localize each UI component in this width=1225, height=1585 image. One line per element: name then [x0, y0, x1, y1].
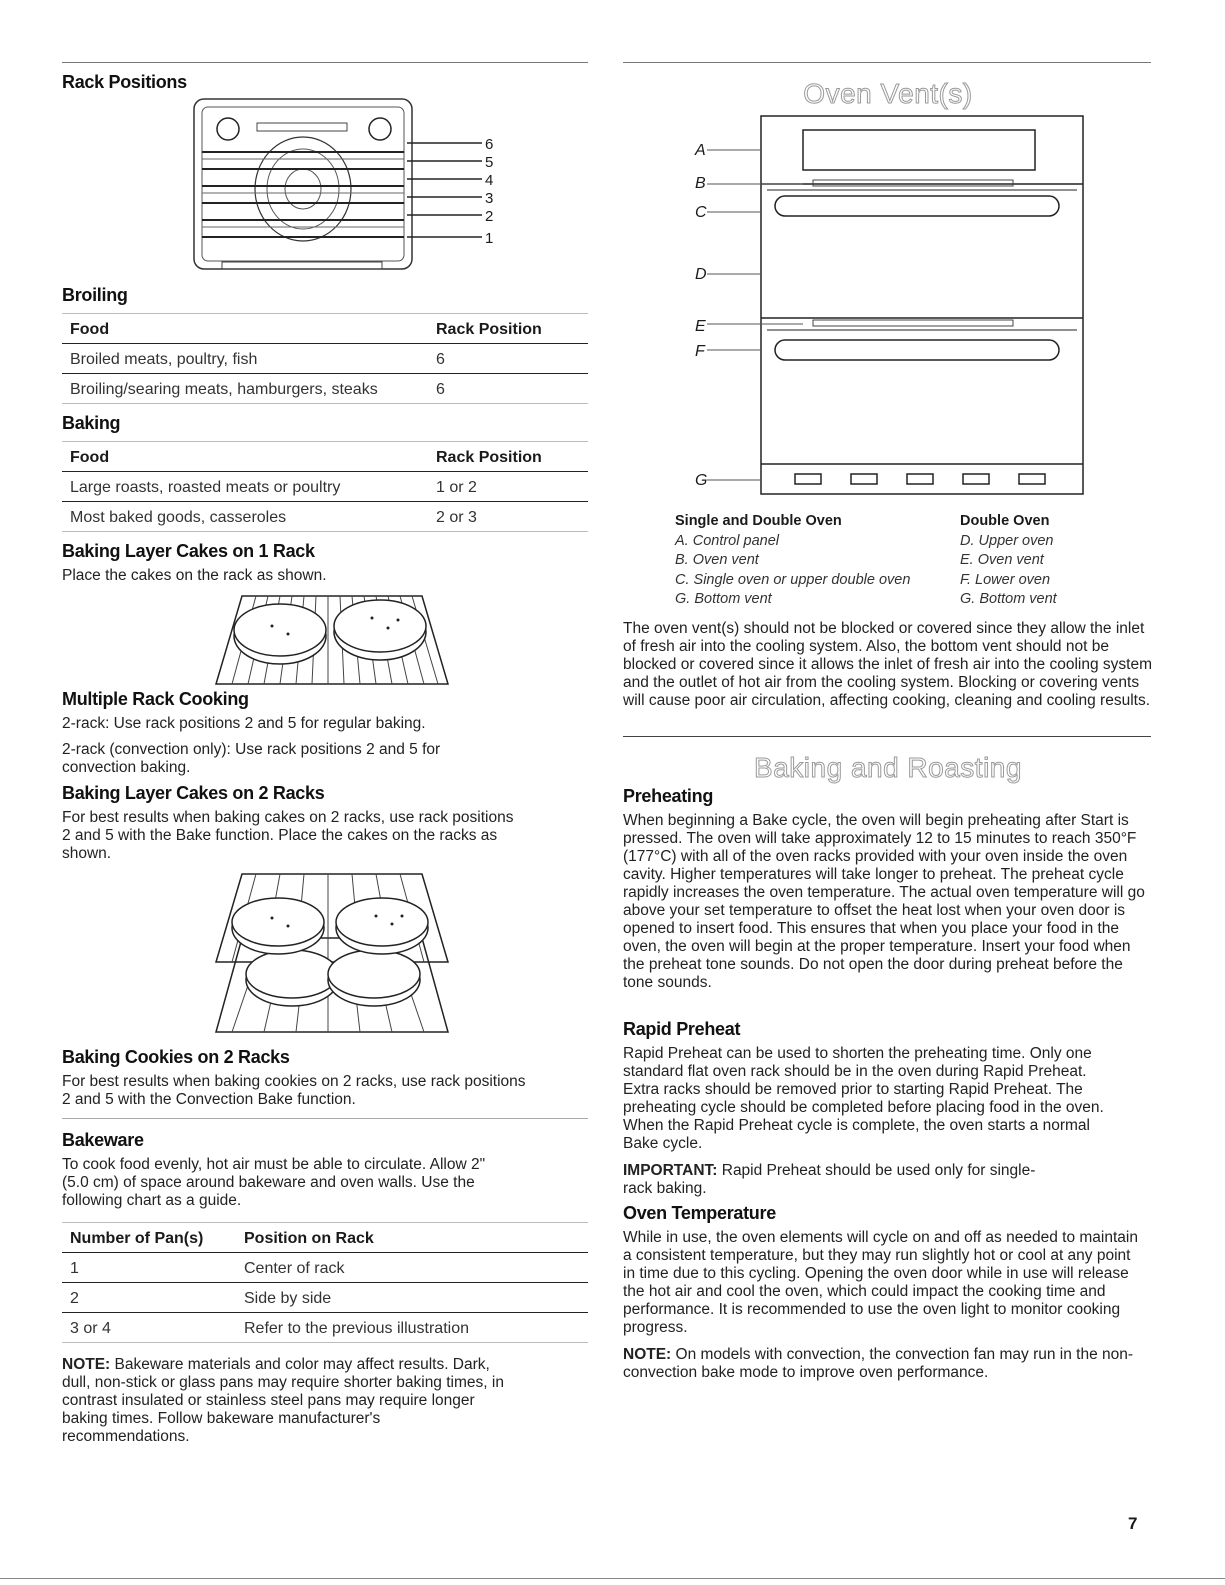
bottom-edge-rule — [0, 1578, 1225, 1579]
layer-cakes-1-text: Place the cakes on the rack as shown. — [62, 567, 327, 584]
oven-temperature-text: While in use, the oven elements will cycle on and off as needed to maintain a consistent temperature, but they may run slightly hot or cool at any point in time due to this cycling. Opening the oven door while in use will release the hot air and cool the oven, which could impact the cooking time and performance. It is recommended to use the oven light to monitor cooking progress. — [623, 1229, 1138, 1336]
diagram-label-e: E — [695, 318, 706, 335]
legend-item: G. Bottom vent — [675, 591, 772, 607]
oven-vents-diagram — [683, 112, 1093, 498]
table-cell: Broiled meats, poultry, fish — [62, 344, 428, 374]
table-cell: 2 — [62, 1283, 236, 1313]
table-row — [62, 502, 588, 532]
rack-number-label: 6 — [485, 136, 494, 153]
broiling-heading: Broiling — [62, 285, 128, 305]
table-cell: 1 — [62, 1253, 236, 1283]
divider — [623, 736, 1151, 737]
column-header: Rack Position — [428, 442, 588, 472]
table-cell: 2 or 3 — [428, 502, 588, 532]
table-cell: Broiling/searing meats, hamburgers, steaks — [62, 374, 428, 404]
legend-item: D. Upper oven — [960, 532, 1054, 549]
note-label: NOTE: — [623, 1346, 672, 1363]
baking-heading: Baking — [62, 413, 121, 433]
rack-number-label: 2 — [485, 208, 494, 225]
top-rule-left — [62, 62, 588, 63]
top-rule-right — [623, 62, 1151, 63]
baking-roasting-section-title: Baking and Roasting — [754, 752, 1022, 783]
column-header: Food — [62, 442, 428, 472]
rack-number-label: 1 — [485, 230, 494, 247]
bakeware-table — [62, 1222, 588, 1343]
important-text: Rapid Preheat should be used only for single-rack baking. — [623, 1162, 1036, 1197]
layer-cakes-2-text: For best results when baking cakes on 2 racks, use rack positions 2 and 5 with the Bake function. Place the cakes on the racks as shown. — [62, 809, 514, 862]
legend-title: Double Oven — [960, 513, 1050, 529]
important-note — [623, 1162, 1043, 1198]
table-header-row — [62, 442, 588, 472]
diagram-label-g: G — [695, 472, 708, 489]
table-cell: Center of rack — [236, 1253, 588, 1283]
table-row — [62, 1313, 588, 1343]
broiling-table — [62, 313, 588, 404]
page-number: 7 — [1128, 1514, 1138, 1533]
rack-number-label: 4 — [485, 172, 494, 189]
rack-number-labels — [485, 136, 493, 248]
bakeware-note — [62, 1356, 512, 1446]
cookies-2-text: For best results when baking cookies on 2 racks, use rack positions 2 and 5 with the Convection Bake function. — [62, 1073, 526, 1108]
table-row — [62, 1283, 588, 1313]
bakeware-heading: Bakeware — [62, 1130, 144, 1150]
oven-temperature-heading: Oven Temperature — [623, 1203, 776, 1223]
column-header: Rack Position — [428, 314, 588, 344]
layer-cakes-1-heading: Baking Layer Cakes on 1 Rack — [62, 541, 315, 561]
rack-number-label: 5 — [485, 154, 494, 171]
diagram-label-f: F — [695, 343, 705, 360]
one-rack-cakes-illustration — [212, 592, 452, 688]
cookies-2-heading: Baking Cookies on 2 Racks — [62, 1047, 290, 1067]
legend-item: E. Oven vent — [960, 552, 1044, 568]
table-row — [62, 374, 588, 404]
rack-positions-illustration — [192, 97, 522, 275]
legend-item: G. Bottom vent — [960, 591, 1057, 607]
diagram-label-d: D — [695, 266, 707, 283]
layer-cakes-2-heading: Baking Layer Cakes on 2 Racks — [62, 783, 325, 803]
two-rack-cakes-illustration — [212, 870, 452, 1038]
preheating-heading: Preheating — [623, 786, 714, 806]
vent-text: The oven vent(s) should not be blocked or covered since they allow the inlet of fresh air into the cooling system. Also, the bottom vent should not be blocked or covered since it allows the inlet of fresh air into the cooling system and the outlet of hot air from the cooling system. Blocking or covering vents will cause poor air circulation, affecting cooking, cleaning and cooling results. — [623, 620, 1152, 709]
multiple-rack-heading: Multiple Rack Cooking — [62, 689, 249, 709]
table-cell: 6 — [428, 374, 588, 404]
legend-item: B. Oven vent — [675, 552, 759, 568]
bakeware-text: To cook food evenly, hot air must be able to circulate. Allow 2" (5.0 cm) of space around bakeware and oven walls. Use the following chart as a guide. — [62, 1156, 486, 1209]
table-header-row — [62, 1223, 588, 1253]
table-header-row — [62, 314, 588, 344]
column-header: Position on Rack — [236, 1223, 588, 1253]
table-row — [62, 1253, 588, 1283]
table-cell: Most baked goods, casseroles — [62, 502, 428, 532]
note-text: On models with convection, the convection fan may run in the non-convection bake mode to improve oven performance. — [623, 1346, 1134, 1381]
table-cell: 6 — [428, 344, 588, 374]
legend-item: F. Lower oven — [960, 571, 1051, 588]
table-cell: Side by side — [236, 1283, 588, 1313]
diagram-label-b: B — [695, 175, 706, 192]
baking-table — [62, 441, 588, 532]
legend-item: A. Control panel — [675, 532, 779, 549]
rapid-preheat-text: Rapid Preheat can be used to shorten the preheating time. Only one standard flat oven rack should be in the oven during Rapid Preheat. Extra racks should be removed prior to starting Rapid Preheat. The preheating cycle should be completed before placing food in the oven. When the Rapid Preheat cycle is complete, the oven starts a normal Bake cycle. — [623, 1045, 1104, 1152]
multiple-rack-line2: 2-rack (convection only): Use rack positions 2 and 5 for convection baking. — [62, 741, 441, 776]
table-row — [62, 344, 588, 374]
rapid-preheat-heading: Rapid Preheat — [623, 1019, 741, 1039]
multiple-rack-line1: 2-rack: Use rack positions 2 and 5 for regular baking. — [62, 715, 426, 732]
diagram-label-c: C — [695, 204, 707, 221]
note-label: NOTE: — [62, 1356, 111, 1373]
legend-title: Single and Double Oven — [675, 513, 842, 529]
note-text: Bakeware materials and color may affect results. Dark, dull, non-stick or glass pans may require shorter baking times, in contrast insulated or stainless steel pans may require longer baking times. Follow bakeware manufacturer's recommendations. — [62, 1356, 504, 1445]
important-label: IMPORTANT: — [623, 1162, 718, 1179]
table-cell: 3 or 4 — [62, 1313, 236, 1343]
column-header: Food — [62, 314, 428, 344]
legend-double — [960, 512, 1140, 610]
table-cell: Refer to the previous illustration — [236, 1313, 588, 1343]
table-cell: 1 or 2 — [428, 472, 588, 502]
divider — [62, 1118, 588, 1119]
preheating-text: When beginning a Bake cycle, the oven will begin preheating after Start is pressed. The oven will take approximately 12 to 15 minutes to reach 350°F (177°C) with all of the oven racks provided with your oven inside the oven cavity. Higher temperatures will take longer to preheat. The preheat cycle rapidly increases the oven temperature. The actual oven temperature will go above your set temperature to offset the heat lost when your oven door is opened to insert food. This ensures that when you place your food in the oven, the oven will begin at the proper temperature. Insert your food when the preheat tone sounds. Do not open the door during preheat before the tone sounds. — [623, 812, 1145, 991]
table-cell: Large roasts, roasted meats or poultry — [62, 472, 428, 502]
rack-number-label: 3 — [485, 190, 494, 207]
oven-vents-section-title: Oven Vent(s) — [803, 78, 973, 109]
column-header: Number of Pan(s) — [62, 1223, 236, 1253]
diagram-label-a: A — [695, 142, 706, 159]
legend-single-double — [675, 512, 965, 610]
legend-item: C. Single oven or upper double oven — [675, 571, 911, 588]
table-row — [62, 472, 588, 502]
oven-temperature-note — [623, 1346, 1143, 1382]
rack-positions-heading: Rack Positions — [62, 72, 187, 92]
